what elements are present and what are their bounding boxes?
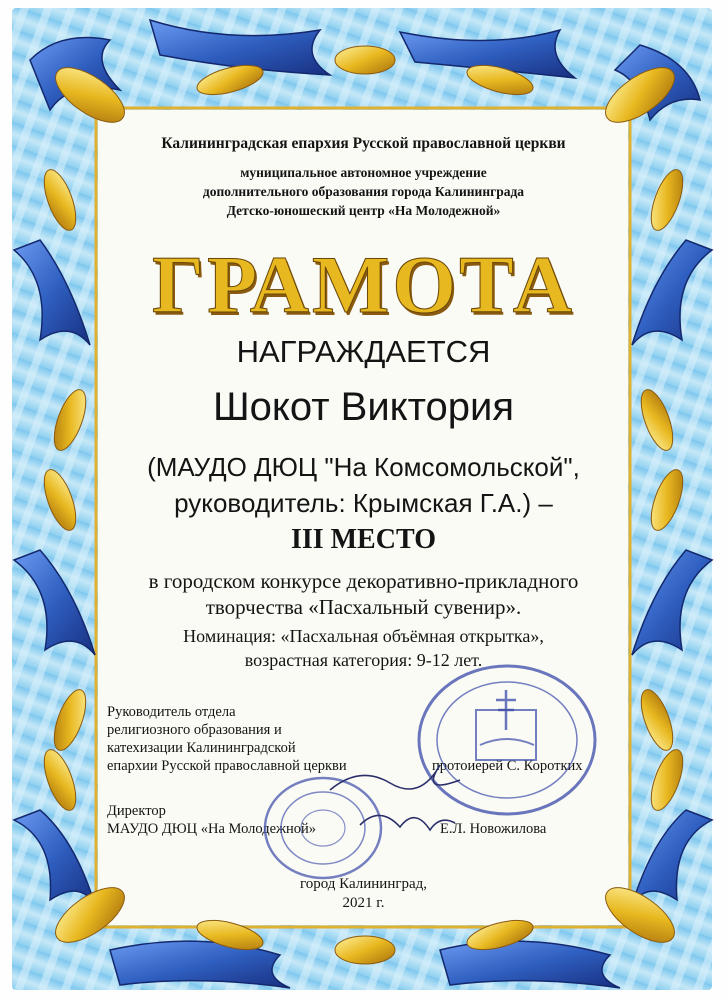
signature-title-line: катехизации Калининградской (107, 740, 296, 756)
org-line: муниципальное автономное учреждение (240, 165, 487, 180)
recipient-organization (0, 449, 727, 521)
org-line: Детско-юношеский центр «На Молодежной» (226, 203, 501, 218)
director-name: Е.Л. Новожилова (440, 821, 547, 837)
city: город Калининград, (299, 876, 428, 892)
director-title-line: Директор (107, 803, 166, 819)
awarded-label: НАГРАЖДАЕТСЯ (236, 334, 491, 369)
place-award: III МЕСТО (290, 524, 437, 555)
head-of-department-name: протоиерей С. Коротких (432, 758, 583, 774)
org-line: дополнительного образования города Калининграда (202, 184, 525, 199)
year: 2021 г. (342, 895, 385, 911)
head-of-department-block (107, 703, 347, 775)
signature-title-line: епархии Русской православной церкви (107, 758, 347, 774)
signature-title-line: Руководитель отдела (107, 704, 236, 720)
recipient-org-line: руководитель: Крымская Г.А.) – (174, 488, 553, 518)
organization-block (0, 163, 727, 220)
nomination-line: возрастная категория: 9-12 лет. (244, 650, 483, 670)
contest-line: творчества «Пасхальный сувенир». (205, 595, 522, 619)
eparchy-heading: Калининградская епархия Русской православной церкви (161, 135, 566, 152)
contest-line: в городском конкурсе декоративно-прикладного (148, 569, 579, 593)
certificate-title: ГРАМОТА (152, 239, 575, 330)
recipient-org-line: (МАУДО ДЮЦ "На Комсомольской", (147, 452, 580, 482)
nomination-line: Номинация: «Пасхальная объёмная открытка», (183, 626, 544, 646)
handwritten-signatures (320, 735, 470, 845)
director-title-line: МАУДО ДЮЦ «На Молодежной» (107, 821, 317, 837)
signature-title-line: религиозного образования и (107, 722, 282, 738)
contest-description (0, 568, 727, 620)
recipient-name: Шокот Виктория (213, 385, 514, 429)
nomination (0, 624, 727, 672)
